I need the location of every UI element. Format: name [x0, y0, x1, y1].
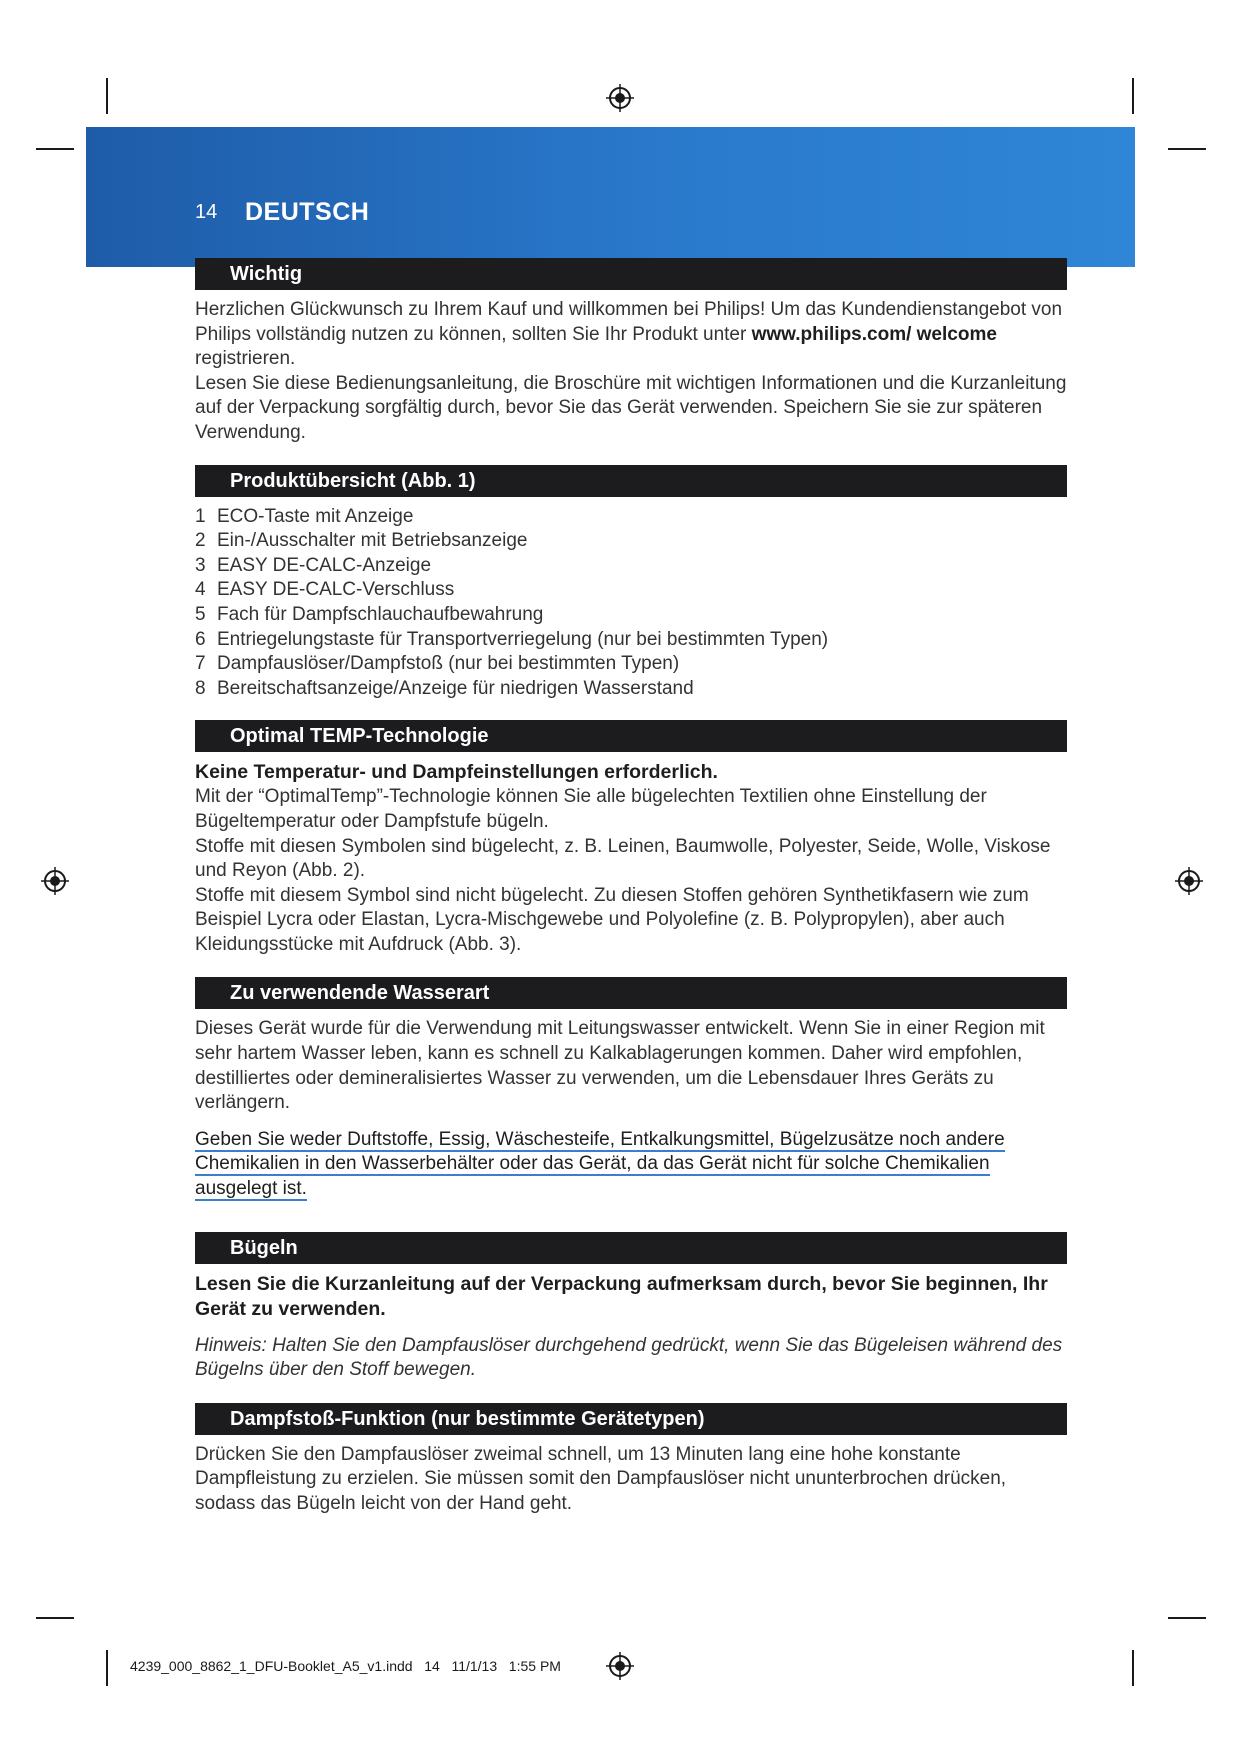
philips-url: www.philips.com/ welcome	[751, 323, 997, 345]
list-item: 5 Fach für Dampfschlauchaufbewahrung	[195, 603, 544, 625]
wasserart-paragraph: Dieses Gerät wurde für die Verwendung mit Leitungswasser entwickelt. Wenn Sie in einer Region mit sehr hartem Wasser leben, kann es schnell zu Kalkablagerungen kommen. Daher wird empfohlen, destilliertes oder demineralisiertes Wasser zu verwenden, um die Lebensdauer Ihres Geräts zu verlängern.	[195, 1018, 1045, 1114]
optimal-temp-paragraph-1: Mit der “OptimalTemp”-Technologie können Sie alle bügelechten Textilien ohne Einstellung der Bügeltemperatur oder Dampfstufe bügeln.	[195, 786, 987, 832]
page-content	[195, 258, 1067, 1517]
crop-mark-top-left-horizontal	[36, 148, 74, 150]
list-item: 2 Ein-/Ausschalter mit Betriebsanzeige	[195, 530, 528, 552]
buegeln-lead: Lesen Sie die Kurzanleitung auf der Verpackung aufmerksam durch, bevor Sie beginnen, Ihr Gerät zu verwenden.	[195, 1272, 1048, 1320]
list-item: 7 Dampfauslöser/Dampfstoß (nur bei bestimmten Typen)	[195, 653, 680, 675]
dampfstoss-paragraph: Drücken Sie den Dampfauslöser zweimal schnell, um 13 Minuten lang eine hohe konstante Dampfleistung zu erzielen. Sie müssen somit den Dampfauslöser nicht ununterbrochen drücken, sodass das Bügeln leicht von der Hand geht.	[195, 1443, 1007, 1514]
section-heading-wichtig: Wichtig	[195, 258, 1067, 290]
wichtig-paragraph-2: Lesen Sie diese Bedienungsanleitung, die Broschüre mit wichtigen Informationen und die Kurzanleitung auf der Verpackung sorgfältig durch, bevor Sie das Gerät verwenden. Speichern Sie sie zur späteren Verwendung.	[195, 372, 1067, 443]
crop-mark-top-left-vertical	[106, 78, 108, 114]
crop-mark-bottom-left-horizontal	[36, 1617, 74, 1619]
wichtig-text-2: registrieren.	[195, 348, 296, 370]
header-band	[86, 127, 1135, 267]
list-item: 8 Bereitschaftsanzeige/Anzeige für niedrigen Wasserstand	[195, 677, 694, 699]
registration-mark-right-icon	[1174, 866, 1204, 896]
list-item: 1 ECO-Taste mit Anzeige	[195, 505, 414, 527]
product-parts-list	[195, 505, 1067, 702]
section-heading-dampfstoss: Dampfstoß-Funktion (nur bestimmte Gerätetypen)	[195, 1403, 1067, 1435]
section-heading-wasserart: Zu verwendende Wasserart	[195, 977, 1067, 1009]
registration-mark-bottom-icon	[605, 1651, 635, 1681]
optimal-temp-lead: Keine Temperatur- und Dampfeinstellungen erforderlich.	[195, 761, 718, 784]
crop-mark-top-right-horizontal	[1168, 148, 1206, 150]
wichtig-paragraph-1	[195, 298, 1067, 372]
list-item: 3 EASY DE-CALC-Anzeige	[195, 554, 432, 576]
registration-mark-left-icon	[40, 866, 70, 896]
buegeln-note: Hinweis: Halten Sie den Dampfauslöser durchgehend gedrückt, wenn Sie das Bügeleisen während des Bügelns über den Stoff bewegen.	[195, 1334, 1063, 1381]
list-item: 4 EASY DE-CALC-Verschluss	[195, 579, 455, 601]
crop-mark-bottom-right-vertical	[1132, 1650, 1134, 1686]
list-item: 6 Entriegelungstaste für Transportverriegelung (nur bei bestimmten Typen)	[195, 628, 829, 650]
language-title: DEUTSCH	[245, 198, 370, 226]
print-slug: 4239_000_8862_1_DFU-Booklet_A5_v1.indd 14 11/1/13 1:55 PM	[130, 1658, 561, 1674]
section-heading-buegeln: Bügeln	[195, 1232, 1067, 1264]
section-heading-produktuebersicht: Produktübersicht (Abb. 1)	[195, 465, 1067, 497]
section-heading-optimal-temp: Optimal TEMP-Technologie	[195, 720, 1067, 752]
chemicals-warning	[195, 1128, 1067, 1202]
wichtig-text-1: Herzlichen Glückwunsch zu Ihrem Kauf und willkommen bei Philips! Um das Kundendienstangebot von Philips vollständig nutzen zu können, sollten Sie Ihr Produkt unter	[195, 299, 1063, 345]
optimal-temp-paragraph-3: Stoffe mit diesem Symbol sind nicht bügelecht. Zu diesen Stoffen gehören Synthetikfasern wie zum Beispiel Lycra oder Elastan, Lycra-Mischgewebe und Polyolefine (z. B. Polypropylen), aber auch Kleidungsstücke mit Aufdruck (Abb. 3).	[195, 884, 1029, 955]
registration-mark-top-icon	[605, 83, 635, 113]
crop-mark-bottom-left-vertical	[106, 1650, 108, 1686]
chemicals-warning-text: Geben Sie weder Duftstoffe, Essig, Wäschesteife, Entkalkungsmittel, Bügelzusätze noch andere Chemikalien in den Wasserbehälter oder das Gerät, da das Gerät nicht für solche Chemikalien ausgelegt ist.	[195, 1128, 1005, 1200]
page-number: 14	[195, 201, 218, 223]
optimal-temp-paragraph-2: Stoffe mit diesen Symbolen sind bügelecht, z. B. Leinen, Baumwolle, Polyester, Seide, Wolle, Viskose und Reyon (Abb. 2).	[195, 835, 1051, 882]
crop-mark-top-right-vertical	[1132, 78, 1134, 114]
crop-mark-bottom-right-horizontal	[1168, 1617, 1206, 1619]
